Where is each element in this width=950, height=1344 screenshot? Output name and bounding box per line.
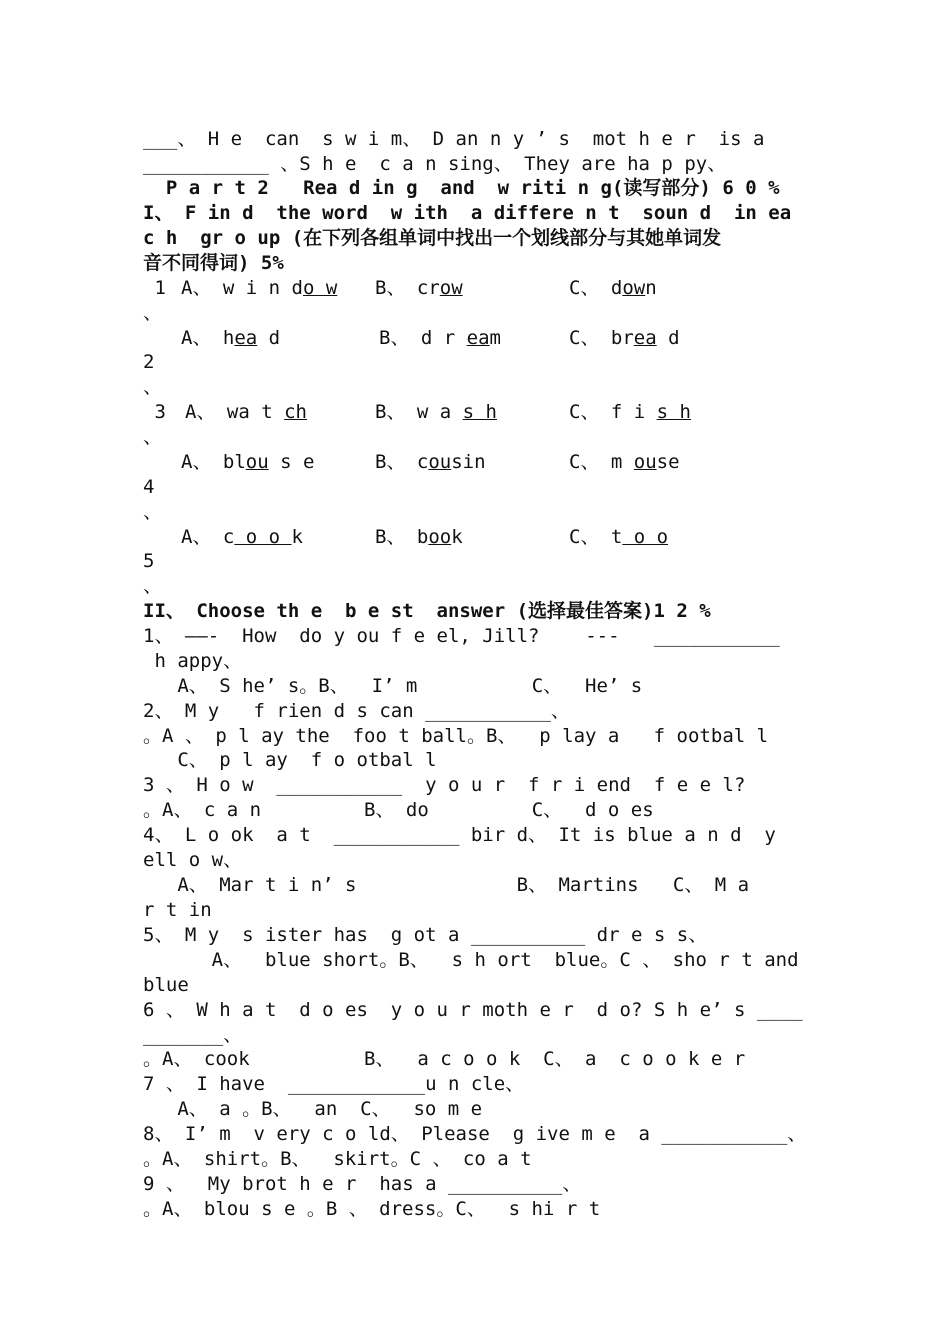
s1-question-5 [143, 525, 811, 550]
s2-line: ell o w、 [143, 849, 243, 871]
s2-line: A、 Mar t i n’ s B、 Martins C、 M a [143, 874, 750, 896]
section1-heading-line-3: 音不同得词) 5% [143, 252, 284, 274]
s1-q5-mark: 、 [143, 575, 163, 597]
s2-line: 。A、 c a n B、 do C、 d o es [143, 799, 654, 821]
s1-q1-option-c: C、 down [569, 277, 657, 299]
s1-q2-option-b: B、 d r eam [379, 327, 501, 349]
s1-q4-option-a: A、 blou s e [181, 451, 315, 473]
s1-q1-option-b: B、 crow [375, 277, 463, 299]
s2-line: C、 p l ay f o otbal l [143, 749, 437, 771]
s1-q2-number: 2 [143, 351, 155, 373]
s1-question-4 [143, 450, 811, 475]
s2-line: A、 blue short。B、 s h ort blue。C 、 sho r t and [143, 949, 799, 971]
top-text-line-1: ___、 H e can s w i m、 D an n y ’ s mot h e r is a [143, 128, 765, 150]
s2-line: 7 、 I have ____________u n cle、 [143, 1073, 525, 1095]
s1-q2-option-a: A、 hea d [181, 327, 281, 349]
s2-line: 3 、 H o w ___________ y o u r f r i end f e e l? [143, 774, 746, 796]
s1-q3-option-a: A、 wa t ch [185, 401, 307, 423]
s2-line: 9 、 My brot h e r has a __________、 [143, 1173, 582, 1195]
s2-line: h appy、 [143, 650, 243, 672]
s1-q3-mark: 、 [143, 426, 163, 448]
s1-q5-option-b: B、 book [375, 526, 463, 548]
s2-line: 。A 、 p l ay the foo t ball。B、 p lay a f ootbal l [143, 725, 769, 747]
s2-line: 1、 ——- How do y ou f e el, Jill? --- ___________ [143, 625, 780, 647]
s1-q4-mark: 、 [143, 501, 163, 523]
s2-line: 6 、 W h a t d o es y o u r moth e r d o? S h e’ s ____ [143, 999, 803, 1021]
s1-question-1 [143, 276, 811, 301]
s1-q2-mark: 、 [143, 376, 163, 398]
s1-q4-option-b: B、 cousin [375, 451, 486, 473]
part2-heading: P a r t 2 Rea d in g and w riti n g(读写部分) 6 0 % [143, 177, 780, 199]
section1-heading-line-2: c h gr o up (在下列各组单词中找出一个划线部分与其她单词发 [143, 227, 722, 249]
s1-q1-mark: 、 [143, 302, 163, 324]
s2-line: 5、 M y s ister has g ot a __________ dr e s s、 [143, 924, 708, 946]
s2-line: A、 S he’ s。B、 I’ m C、 He’ s [143, 675, 643, 697]
s1-question-3 [143, 400, 811, 425]
s1-q5-option-a: A、 c o o k [181, 526, 303, 548]
s1-q3-option-c: C、 f i s h [569, 401, 691, 423]
s1-q1-option-a: A、 w i n do w [181, 277, 338, 299]
s2-line: 4、 L o ok a t ___________ bir d、 It is blue a n d y [143, 824, 776, 846]
s2-line: A、 a 。B、 an C、 so m e [143, 1098, 483, 1120]
s2-line: 。A、 cook B、 a c o o k C、 a c o o k e r [143, 1048, 746, 1070]
s2-line: 2、 M y f rien d s can ___________、 [143, 700, 570, 722]
s1-q4-option-c: C、 m ouse [569, 451, 680, 473]
s1-q2-option-c: C、 brea d [569, 327, 680, 349]
section1-heading-line-1: I、 F in d the word w ith a differe n t soun d in ea [143, 202, 792, 224]
top-text-line-2: ___________ 、S h e c a n sing、 They are ha p py、 [143, 153, 727, 175]
s2-line: 。A、 blou s e 。B 、 dress。C、 s hi r t [143, 1198, 601, 1220]
s1-q1-number: 1 [143, 277, 166, 299]
s2-line: 8、 I’ m v ery c o ld、 Please g ive m e a ___________、 [143, 1123, 807, 1145]
s1-q4-number: 4 [143, 476, 155, 498]
s1-q3-number: 3 [143, 401, 166, 423]
s2-line: _______、 [143, 1024, 243, 1046]
s1-q3-option-b: B、 w a s h [375, 401, 497, 423]
s1-q5-option-c: C、 t o o [569, 526, 669, 548]
s2-line: blue [143, 974, 189, 996]
section2-heading: II、 Choose th e b e st answer (选择最佳答案)1 2 % [143, 600, 711, 622]
s1-question-2 [143, 326, 811, 351]
s2-line: 。A、 shirt。B、 skirt。C 、 co a t [143, 1148, 532, 1170]
s1-q5-number: 5 [143, 550, 155, 572]
s2-line: r t in [143, 899, 212, 921]
